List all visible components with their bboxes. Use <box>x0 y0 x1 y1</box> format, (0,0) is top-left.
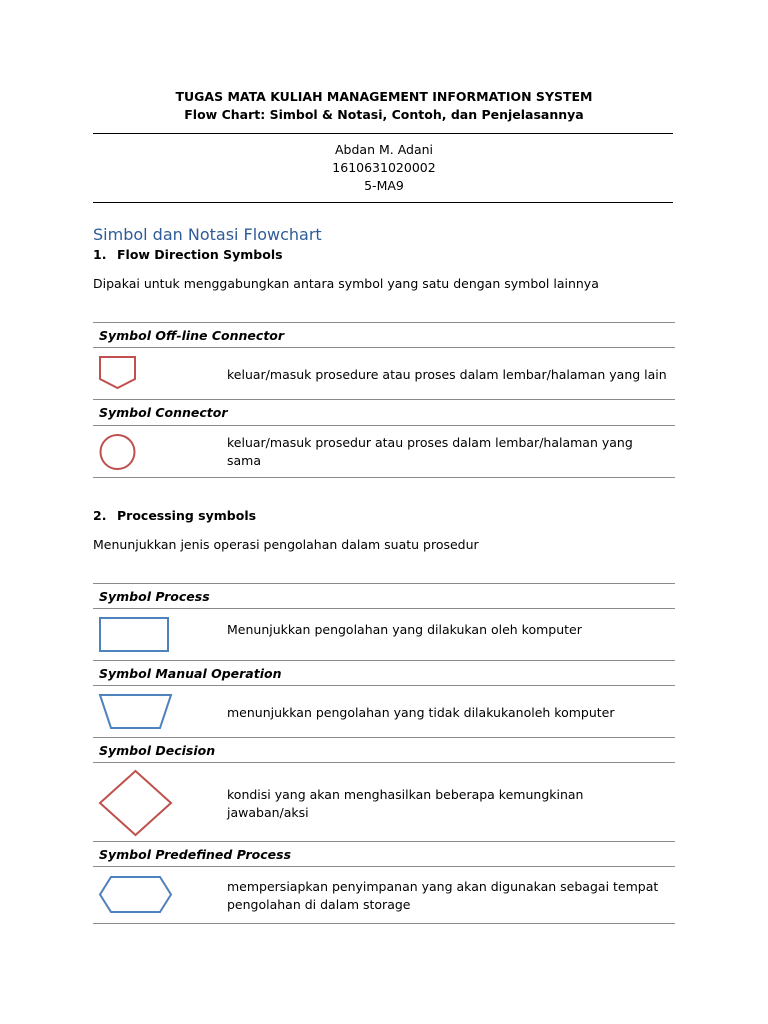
table-rule <box>93 660 675 661</box>
section-1-title: Flow Direction Symbols <box>117 247 283 262</box>
table-rule <box>93 477 675 478</box>
predefined-process-hexagon-icon <box>99 876 173 914</box>
section-1-number: 1. <box>93 247 107 262</box>
table-rule <box>93 322 675 323</box>
doc-title-line1: TUGAS MATA KULIAH MANAGEMENT INFORMATION SYSTEM <box>175 89 593 104</box>
section-heading: Simbol dan Notasi Flowchart <box>93 225 322 244</box>
table-rule <box>93 685 675 686</box>
table-rule <box>93 608 675 609</box>
symbol-description: keluar/masuk prosedur atau proses dalam lembar/halaman yang sama <box>227 435 633 468</box>
header-bottom-rule <box>93 202 673 203</box>
manual-operation-trapezoid-icon <box>99 694 173 730</box>
decision-diamond-icon <box>99 770 173 836</box>
student-id: 1610631020002 <box>332 160 436 175</box>
symbol-title: Symbol Predefined Process <box>99 847 292 862</box>
author-name: Abdan M. Adani <box>334 142 434 157</box>
symbol-description: mempersiapkan penyimpanan yang akan digunakan sebagai tempat pengolahan di dalam storage <box>227 879 659 912</box>
table-rule <box>93 425 675 426</box>
table-rule <box>93 762 675 763</box>
section-1-intro: Dipakai untuk menggabungkan antara symbol yang satu dengan symbol lainnya <box>93 276 599 291</box>
section-2-number: 2. <box>93 508 107 523</box>
table-rule <box>93 841 675 842</box>
table-rule <box>93 737 675 738</box>
doc-title-line2: Flow Chart: Simbol & Notasi, Contoh, dan Penjelasannya <box>184 107 584 122</box>
symbol-description: Menunjukkan pengolahan yang dilakukan oleh komputer <box>227 622 582 637</box>
process-rectangle-icon <box>99 617 169 653</box>
symbol-description: kondisi yang akan menghasilkan beberapa kemungkinan jawaban/aksi <box>227 787 584 820</box>
table-rule <box>93 583 675 584</box>
table-rule <box>93 866 675 867</box>
symbol-title: Symbol Connector <box>99 405 228 420</box>
symbol-title: Symbol Off-line Connector <box>99 328 285 343</box>
connector-circle-icon <box>99 434 137 470</box>
section-2-intro: Menunjukkan jenis operasi pengolahan dalam suatu prosedur <box>93 537 479 552</box>
class-label: 5-MA9 <box>364 178 404 193</box>
symbol-description: menunjukkan pengolahan yang tidak dilakukanoleh komputer <box>227 705 615 720</box>
offpage-connector-icon <box>99 356 137 390</box>
table-rule <box>93 399 675 400</box>
table-rule <box>93 923 675 924</box>
symbol-title: Symbol Decision <box>99 743 216 758</box>
table-rule <box>93 347 675 348</box>
symbol-title: Symbol Manual Operation <box>99 666 282 681</box>
header-top-rule <box>93 133 673 134</box>
symbol-title: Symbol Process <box>99 589 210 604</box>
section-2-title: Processing symbols <box>117 508 257 523</box>
symbol-description: keluar/masuk prosedure atau proses dalam lembar/halaman yang lain <box>227 367 667 382</box>
